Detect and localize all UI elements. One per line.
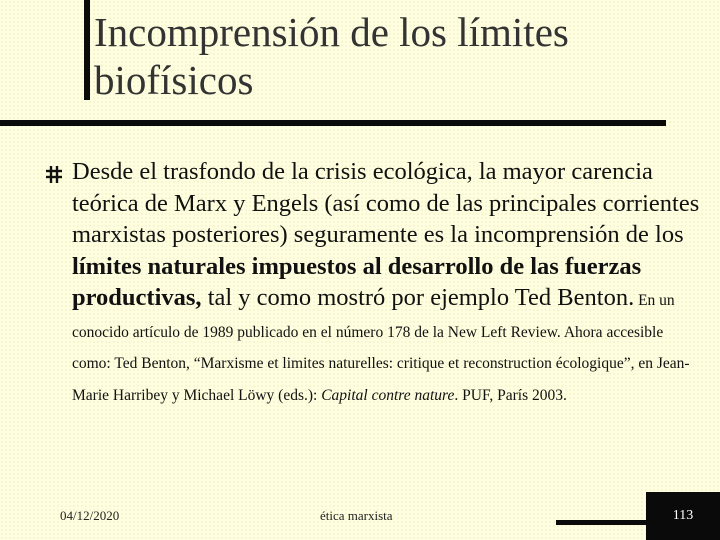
footer-title: ética marxista xyxy=(320,508,393,523)
footer-date: 04/12/2020 xyxy=(60,508,120,523)
bullet-text-bold: límites naturales impuestos al desarrollo de las fuerzas productivas, xyxy=(72,252,642,311)
slide-title: Incomprensión de los límites biofísicos xyxy=(94,9,569,103)
hash-bullet-icon xyxy=(44,164,64,184)
bullet-paragraph xyxy=(72,156,702,408)
bullet-text-end: tal y como mostró por ejemplo Ted Benton. xyxy=(201,284,635,311)
title-divider xyxy=(0,120,666,126)
title-accent-bar xyxy=(84,0,90,100)
footer-accent-line xyxy=(556,520,648,525)
footnote-part-a: En un conocido artículo de 1989 publicado en el número 178 de la New Left Review. Ahora accesible como: Ted Benton, “Marxisme et limites naturelles: critique et reconstruction écologique”, en Jean-Marie Harribey y Michael Löwy (eds.): xyxy=(72,292,690,404)
footnote-part-b: . PUF, París 2003. xyxy=(454,386,567,404)
bullet-text-start: Desde el trasfondo de la crisis ecológica, la mayor carencia teórica de Marx y Engels (así como de las principales corrientes marxistas posteriores) seguramente es la incomprensión de los xyxy=(72,158,700,248)
footnote-book-title: Capital contre nature xyxy=(321,386,455,404)
page-number: 113 xyxy=(646,492,720,540)
